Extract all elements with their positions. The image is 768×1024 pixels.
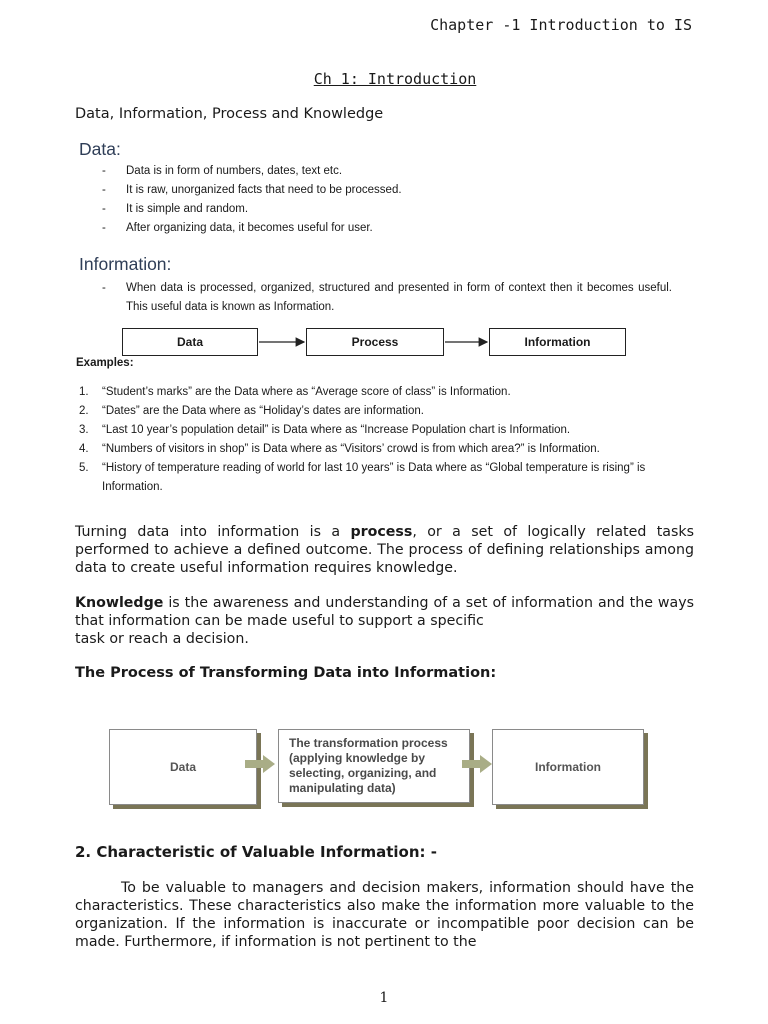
information-definition: - When data is processed, organized, structured and presented in form of context then it becomes useful. This useful data is known as Information. <box>100 279 672 317</box>
example-item: 2. “Dates” are the Data where as “Holiday’s dates are information. <box>79 405 424 417</box>
flow-information-box: Information <box>489 328 626 356</box>
knowledge-paragraph: Knowledge is the awareness and understanding of a set of information and the ways that information can be made useful to support a specific task or reach a decision. <box>75 595 694 647</box>
data-bullet: - It is raw, unorganized facts that need to be processed. <box>100 181 402 200</box>
data-bullet: - Data is in form of numbers, dates, text etc. <box>100 162 402 181</box>
information-definition-text: When data is processed, organized, structured and presented in form of context then it becomes useful. This useful data is known as Information. <box>126 282 672 313</box>
examples-list <box>79 383 679 497</box>
section-heading: Data, Information, Process and Knowledge <box>75 106 384 122</box>
page-number: 1 <box>379 990 389 1006</box>
flow-data-box: Data <box>122 328 258 356</box>
section2-paragraph: To be valuable to managers and decision makers, information should have the characteristics. These characteristics also make the information more valuable to the organization. If the information is inaccurate or incompatible poor decision can be made. Furthermore, if information is not pertinent to the <box>75 880 694 950</box>
chapter-title: Ch 1: Introduction <box>313 70 477 88</box>
data-heading: Data: <box>79 139 121 159</box>
examples-label: Examples: <box>76 357 134 369</box>
example-item: 4. “Numbers of visitors in shop” is Data where as “Visitors’ crowd is from which area?” is Information. <box>79 443 600 455</box>
page-header: Chapter -1 Introduction to IS <box>430 16 692 34</box>
example-item: 3. “Last 10 year’s population detail” is Data where as “Increase Population chart is Information. <box>79 424 571 436</box>
flow-arrows <box>0 0 768 400</box>
transform-data-box: Data <box>109 729 257 805</box>
data-bullet: - It is simple and random. <box>100 200 402 219</box>
transform-information-box: Information <box>492 729 644 805</box>
transform-heading: The Process of Transforming Data into Information: <box>75 665 497 681</box>
transform-arrow-2 <box>462 755 494 773</box>
example-item: 5. “History of temperature reading of world for last 10 years” is Data where as “Global temperature is rising” is Information. <box>79 462 646 493</box>
data-bullet: - After organizing data, it becomes useful for user. <box>100 219 402 238</box>
transform-arrow-1 <box>245 755 277 773</box>
example-item: 1. “Student’s marks” are the Data where as “Average score of class” is Information. <box>79 386 511 398</box>
process-paragraph: Turning data into information is a process, or a set of logically related tasks performed to achieve a defined outcome. The process of defining relationships among data to create useful information requires knowledge. <box>75 524 694 576</box>
flow-process-box: Process <box>306 328 444 356</box>
transform-process-box: The transformation process (applying knowledge by selecting, organizing, and manipulating data) <box>278 729 470 803</box>
section2-heading: 2. Characteristic of Valuable Information: - <box>75 843 437 861</box>
information-heading: Information: <box>79 254 172 274</box>
